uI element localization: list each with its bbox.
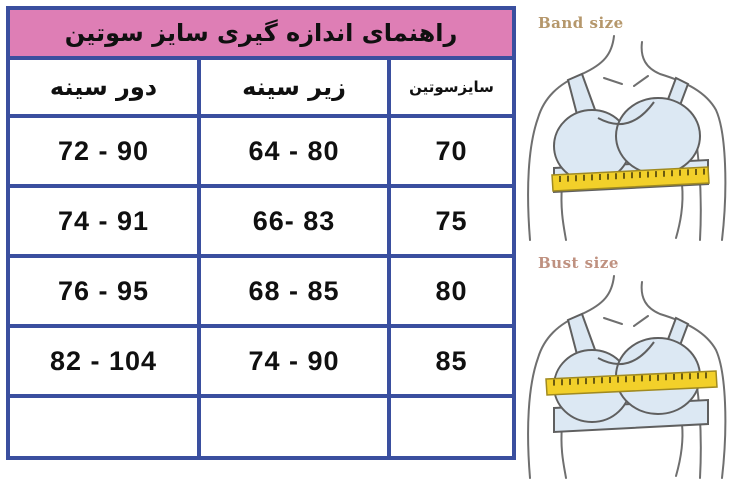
band-size-label: Band size (538, 14, 624, 32)
column-header-bust: دور سینه (10, 60, 197, 114)
bra-cup-right (616, 98, 700, 174)
table-cell-bust-row1: 72 - 90 (10, 118, 197, 184)
table-cell-underbust-row5-empty (201, 398, 387, 456)
table-cell-bust-row4: 82 - 104 (10, 328, 197, 394)
table-cell-underbust-row4: 74 - 90 (201, 328, 387, 394)
table-cell-size-row5-empty (391, 398, 512, 456)
bust-size-illustration (518, 248, 746, 480)
table-cell-size-row4: 85 (391, 328, 512, 394)
table-cell-underbust-row3: 68 - 85 (201, 258, 387, 324)
column-header-size: سایزسوتین (391, 60, 512, 114)
column-header-underbust: زیر سینه (201, 60, 387, 114)
band-size-torso-drawing (518, 34, 746, 242)
table-cell-underbust-row2: 66- 83 (201, 188, 387, 254)
table-cell-bust-row5-empty (10, 398, 197, 456)
bust-size-label: Bust size (538, 254, 619, 272)
table-cell-size-row1: 70 (391, 118, 512, 184)
table-cell-underbust-row1: 64 - 80 (201, 118, 387, 184)
table-cell-size-row3: 80 (391, 258, 512, 324)
table-cell-bust-row2: 74 - 91 (10, 188, 197, 254)
table-cell-bust-row3: 76 - 95 (10, 258, 197, 324)
bust-size-torso-drawing (518, 274, 746, 480)
size-guide-table (6, 6, 516, 460)
band-size-illustration (518, 8, 746, 242)
table-cell-size-row2: 75 (391, 188, 512, 254)
table-title: راهنمای اندازه گیری سایز سوتین (10, 10, 512, 56)
